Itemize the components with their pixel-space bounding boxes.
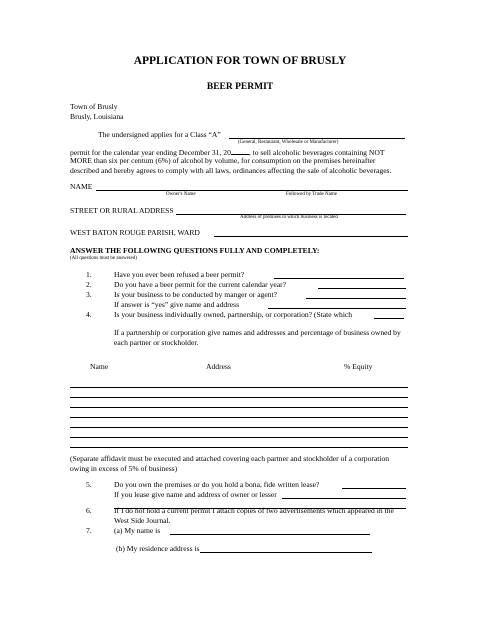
- owner-row-line[interactable]: [70, 437, 408, 438]
- owner-row-line[interactable]: [70, 447, 408, 448]
- column-address-header: Address: [206, 362, 231, 371]
- column-name-header: Name: [90, 362, 109, 371]
- class-note: (General, Restaurant, Wholesale or Manufacturer): [238, 140, 339, 145]
- owner-note: Owner's Name: [166, 192, 196, 197]
- question-5-sub: If you lease give name and address of owner or lesser: [114, 490, 277, 499]
- question-4-text: Is your business individually owned, partnership, or corporation? (State which: [114, 310, 353, 319]
- question-3-num: 3.: [86, 290, 92, 299]
- question-1-field[interactable]: [274, 278, 404, 279]
- column-equity-header: % Equity: [344, 362, 373, 371]
- page-subtitle: BEER PERMIT: [206, 82, 274, 92]
- question-3-field[interactable]: [306, 298, 406, 299]
- address-line-2: Brusly, Louisiana: [70, 112, 124, 121]
- question-2-field[interactable]: [318, 288, 406, 289]
- owner-row-line[interactable]: [70, 387, 408, 388]
- question-1-num: 1.: [86, 270, 92, 279]
- owner-row-line[interactable]: [70, 407, 408, 408]
- question-4-num: 4.: [86, 310, 92, 319]
- residence-address-field[interactable]: [200, 552, 372, 553]
- intro-line-2: MORE than six per centum (6%) of alcohol by volume, for consumption on the premises hereinafter: [70, 156, 376, 165]
- intro-line-1a: permit for the calendar year ending December 31, 20: [70, 148, 231, 157]
- page-title: APPLICATION FOR TOWN OF BRUSLY: [133, 55, 347, 67]
- class-field[interactable]: [229, 138, 405, 139]
- partnership-line-2: each partner or stockholder.: [114, 338, 199, 347]
- question-2-num: 2.: [86, 280, 92, 289]
- owner-row-line[interactable]: [70, 417, 408, 418]
- owner-row-line[interactable]: [70, 427, 408, 428]
- parish-label: WEST BATON ROUGE PARISH, WARD: [70, 228, 200, 237]
- question-6-text-2: West Side Journal.: [114, 516, 171, 525]
- premises-note: Address of premises in which business is located: [240, 215, 338, 220]
- question-3-followup-field[interactable]: [268, 308, 406, 309]
- intro-line-3: described and hereby agrees to comply with all laws, ordinances affecting the sale of alcoholic beverages.: [70, 166, 392, 175]
- questions-note: (All questions must be answered): [70, 256, 137, 261]
- ward-field[interactable]: [214, 236, 408, 237]
- question-3-text: Is your business to be conducted by manger or agent?: [114, 290, 278, 299]
- question-6-num: 6.: [86, 506, 92, 515]
- question-5-text: Do you own the premises or do you hold a bona, fide written lease?: [114, 480, 320, 489]
- affidavit-line-1: (Separate affidavit must be executed and attached covering each partner and stockholder of a corporation: [70, 454, 390, 463]
- year-field[interactable]: [231, 146, 249, 155]
- question-1-text: Have you ever been refused a beer permit?: [114, 270, 245, 279]
- partnership-line-1: If a partnership or corporation give names and addresses and percentage of business owned by: [114, 328, 401, 337]
- affidavit-line-2: owing in excess of 5% of business): [70, 464, 178, 473]
- address-line-1: Town of Brusly: [70, 102, 118, 111]
- question-7a-label: (a) My name is: [114, 526, 161, 535]
- questions-heading: ANSWER THE FOLLOWING QUESTIONS FULLY AND COMPLETELY:: [70, 246, 320, 255]
- question-5-field[interactable]: [342, 488, 406, 489]
- applicant-name-field[interactable]: [170, 534, 370, 535]
- question-6-text: If I do not hold a current permit I attach copies of two advertisements which appeared in the: [114, 506, 394, 515]
- name-label: NAME: [70, 182, 93, 191]
- street-label: STREET OR RURAL ADDRESS: [70, 206, 174, 215]
- question-7b-label: (b) My residence address is: [116, 544, 200, 553]
- trade-note: Followed by Trade Name: [286, 192, 337, 197]
- question-4-field[interactable]: [374, 318, 404, 319]
- intro-line-1b: , to sell alcoholic beverages containing NOT: [248, 148, 385, 157]
- lessor-field[interactable]: [282, 498, 406, 499]
- name-field[interactable]: [96, 190, 408, 191]
- question-5-num: 5.: [86, 480, 92, 489]
- class-applies-text: The undersigned applies for a Class “A”: [98, 130, 221, 139]
- question-2-text: Do you have a beer permit for the current calendar year?: [114, 280, 287, 289]
- question-7-num: 7.: [86, 526, 92, 535]
- owner-row-line[interactable]: [70, 397, 408, 398]
- question-3-followup: If answer is “yes” give name and address: [114, 300, 240, 309]
